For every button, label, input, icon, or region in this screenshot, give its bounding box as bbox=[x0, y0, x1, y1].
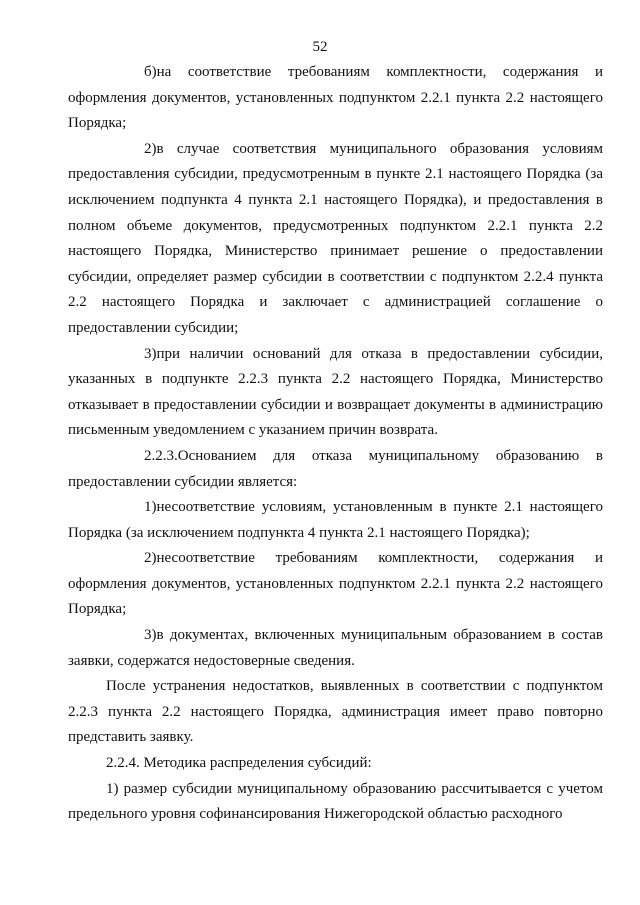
paragraph-section-2-2-4 bbox=[68, 751, 603, 777]
page-number: 52 bbox=[312, 39, 328, 55]
paragraph-lead: 2) bbox=[144, 550, 157, 567]
paragraph-text: на соответствие требованиям комплектности, содержания и оформления документов, установленных подпунктом 2.2.1 пункта 2.2 настоящего Порядка; bbox=[68, 64, 603, 132]
paragraph-text: несоответствие условиям, установленным в пункте 2.1 настоящего Порядка (за исключением подпункта 4 пункта 2.1 настоящего Порядка); bbox=[68, 499, 603, 541]
paragraph-lead: 3) bbox=[144, 345, 157, 362]
paragraph-item-2 bbox=[68, 137, 603, 342]
paragraph-text: в случае соответствия муниципального образования условиям предоставления субсидии, предусмотренным в пункте 2.1 настоящего Порядка (за исключением подпункта 4 пункта 2.1 настоящего Порядка), и предоставления в полном объеме документов, предусмотренных подпунктом 2.2.1 пункта 2.2 настоящего Порядка, Министерство принимает решение о предоставлении субсидии, определяет размер субсидии в соответствии с подпунктом 2.2.4 пункта 2.2 настоящего Порядка и заключает с администрацией соглашение о предоставлении субсидии; bbox=[68, 140, 603, 336]
paragraph-lead: 2.2.3. bbox=[144, 447, 178, 464]
paragraph-resubmission bbox=[68, 674, 603, 751]
paragraph-text: Основанием для отказа муниципальному образованию в предоставлении субсидии является: bbox=[68, 447, 603, 490]
paragraph-ground-1 bbox=[68, 495, 603, 546]
paragraph-text: 1) размер субсидии муниципальному образованию рассчитывается с учетом предельного уровня софинансирования Нижегородской областью расходного bbox=[68, 780, 603, 823]
paragraph-lead: б) bbox=[144, 64, 157, 80]
paragraph-ground-3 bbox=[68, 623, 603, 674]
paragraph-text: при наличии оснований для отказа в предоставлении субсидии, указанных в подпункте 2.2.3 пункта 2.2 настоящего Порядка, Министерство отказывает в предоставлении субсидии и возвращает документы в администрацию письменным уведомлением с указанием причин возврата. bbox=[68, 345, 603, 439]
paragraph-lead: 3) bbox=[144, 627, 157, 644]
paragraph-lead: 2) bbox=[144, 140, 157, 157]
paragraph-text: несоответствие требованиям комплектности, содержания и оформления документов, установленных подпунктом 2.2.1 пункта 2.2 настоящего Порядка; bbox=[68, 550, 603, 618]
paragraph-text: 2.2.4. Методика распределения субсидий: bbox=[106, 755, 372, 772]
paragraph-text: После устранения недостатков, выявленных в соответствии с подпунктом 2.2.3 пункта 2.2 настоящего Порядка, администрация имеет право повторно представить заявку. bbox=[68, 678, 603, 746]
paragraph-lead: 1) bbox=[144, 499, 157, 516]
paragraph-section-2-2-3 bbox=[68, 444, 603, 495]
paragraph-text: в документах, включенных муниципальным образованием в состав заявки, содержатся недостоверные сведения. bbox=[68, 627, 603, 669]
document-body bbox=[68, 60, 603, 828]
paragraph-methodology-1 bbox=[68, 777, 603, 828]
paragraph-ground-2 bbox=[68, 546, 603, 623]
paragraph-subitem-b bbox=[68, 60, 603, 137]
paragraph-item-3 bbox=[68, 342, 603, 444]
